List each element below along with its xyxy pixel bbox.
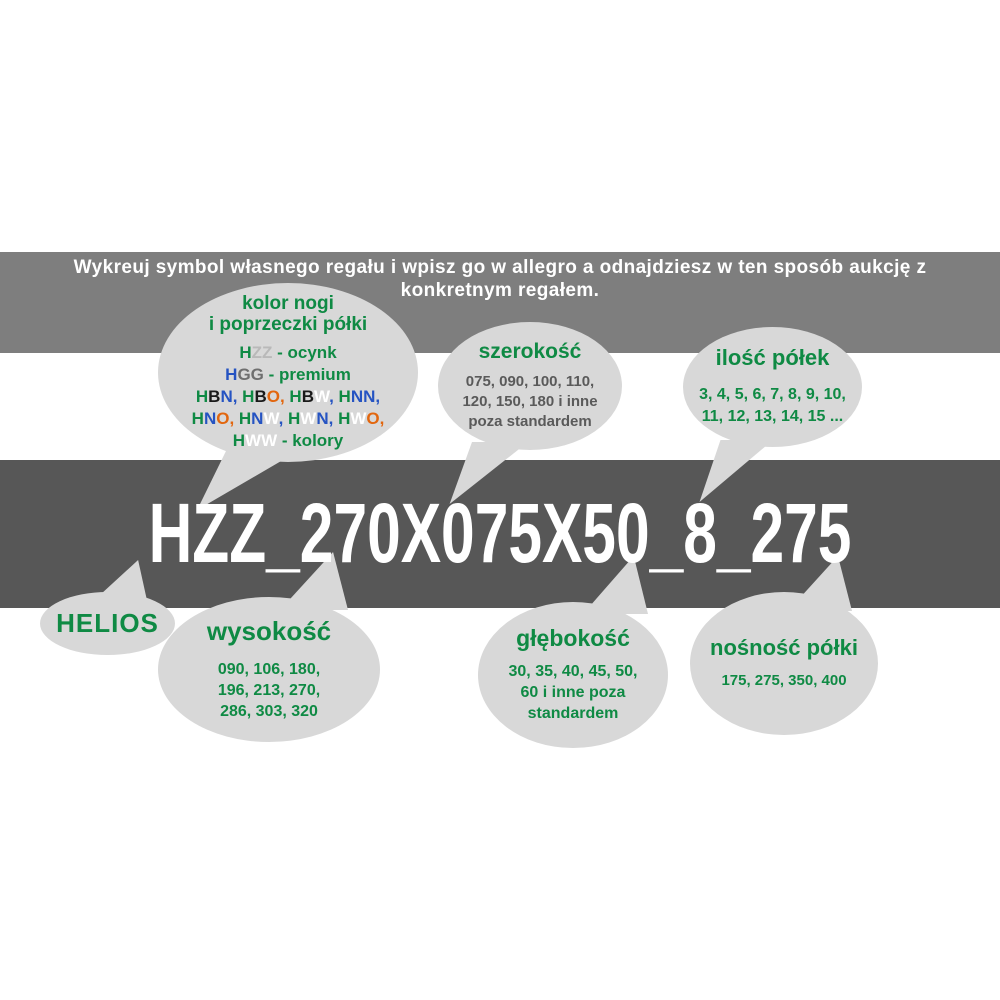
depth-values: 30, 35, 40, 45, 50, 60 i inne poza standardem [508,663,638,723]
width-values: 075, 090, 100, 110, 120, 150, 180 i inne poza standardem [462,373,598,431]
banner-line-2: konkretnym regałem. [400,280,600,301]
color-legend-bubble [158,283,418,462]
color-code-list: HZZ - ocynk HGG - premium HBN, HBO, HBW, HNN, HNO, HNW, HWN, HWO, HWW - kolory [191,343,385,451]
height-bubble [158,597,380,742]
load-title: nośność półki [710,634,858,660]
load-bubble [690,592,878,735]
brand-name: HELIOS [56,608,159,638]
width-title: szerokość [478,339,582,363]
width-bubble [438,322,622,450]
banner-text [0,252,1000,302]
color-legend-title-line-2: i poprzeczki półki [208,314,368,335]
depth-bubble [478,602,668,748]
height-values: 090, 106, 180, 196, 213, 270, 286, 303, 320 [217,660,321,720]
shelf-count-title: ilość półek [715,345,830,371]
brand-bubble [40,592,175,655]
load-values: 175, 275, 350, 400 [721,672,847,690]
banner-line-1: Wykreuj symbol własnego regału i wpisz go w allegro a odnajdziesz w ten sposób aukcję z [73,257,927,278]
shelf-count-bubble [683,327,862,447]
product-code: HZZ_270X075X50_8_275 [148,486,852,580]
shelf-count-values: 3, 4, 5, 6, 7, 8, 9, 10, 11, 12, 13, 14, 15 ... [699,385,846,425]
color-legend-title-line-1: kolor nogi [242,292,334,314]
height-title: wysokość [206,616,332,647]
color-legend-title [209,293,367,336]
depth-title: głębokość [516,624,630,651]
